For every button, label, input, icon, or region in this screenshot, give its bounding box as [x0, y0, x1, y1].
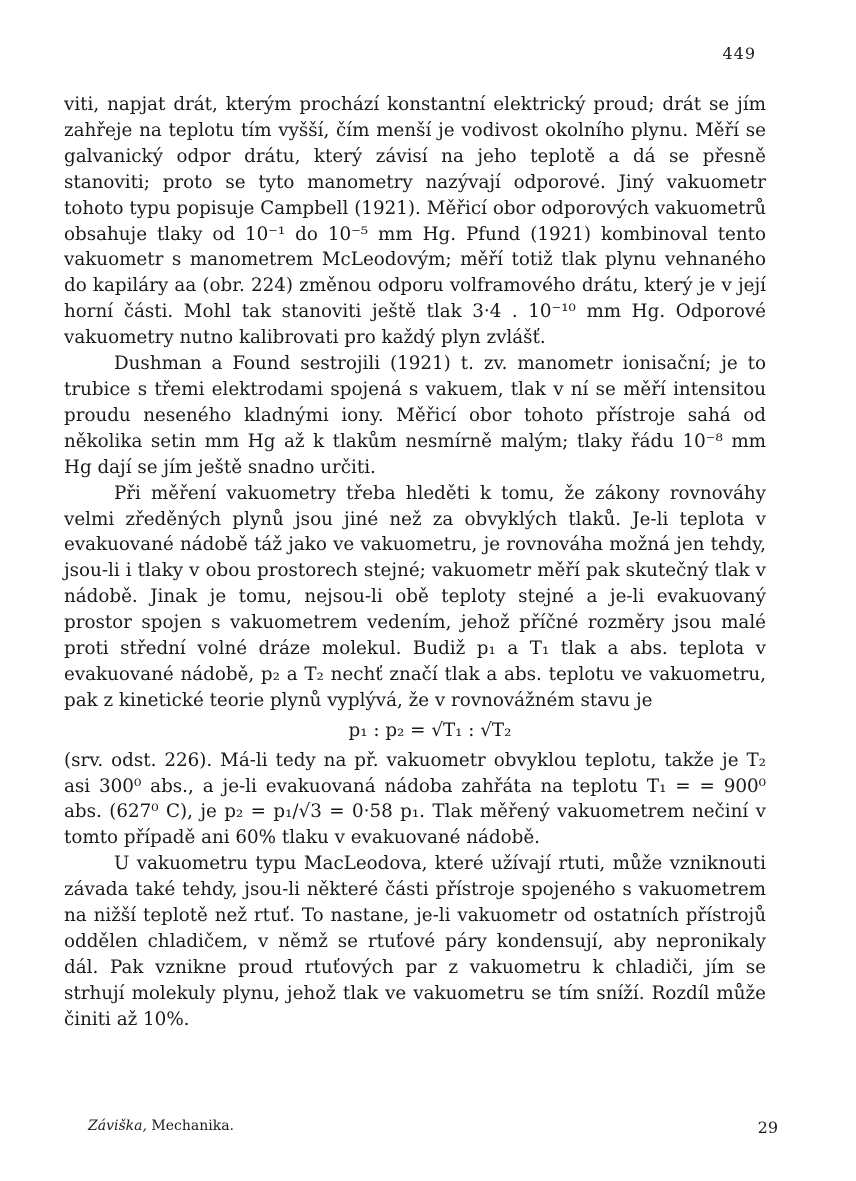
- paragraph: (srv. odst. 226). Má-li tedy na př. vakuometr obvyklou teplotu, takže je T₂ asi 300⁰ abs., a je-li evakuovaná nádoba zahřáta na teplotu T₁ = = 900⁰ abs. (627⁰ C), je p₂ = p₁/√3 = 0·58 p₁. Tlak měřený vakuometrem nečiní v tomto případě ani 60% tlaku v evakuované nádobě.: [64, 749, 766, 849]
- footer-author: Záviška,: [88, 1118, 147, 1134]
- paragraph: Dushman a Found sestrojili (1921) t. zv. manometr ionisační; je to trubice s třemi elektrodami spojená s vakuem, tlak v ní se měří intensitou proudu neseného kladnými iony. Měřicí obor tohoto přístroje sahá od několika setin mm Hg až k tlakům nesmírně malým; tlaky řádu 10⁻⁸ mm Hg dají se jím ještě snadno určiti.: [64, 353, 766, 478]
- paragraph: U vakuometru typu MacLeodova, které užívají rtuti, může vzniknouti závada také tehdy, jsou-li některé části přístroje spojeného s vakuometrem na nižší teplotě než rtuť. To nastane, je-li vakuometr od ostatních přístrojů oddělen chladičem, v němž se rtuťové páry kondensují, aby nepronikaly dál. Pak vznikne proud rtuťových par z vakuometru k chladiči, jím se strhují molekuly plynu, jehož tlak ve vakuometru se tím sníží. Rozdíl může činiti až 10%.: [64, 853, 766, 1030]
- page-number: 449: [722, 44, 756, 63]
- equation: p₁ : p₂ = √T₁ : √T₂: [348, 719, 512, 741]
- footer-sheet-number: 29: [757, 1118, 778, 1137]
- footer: [88, 1118, 778, 1137]
- footer-book: [88, 1118, 234, 1137]
- body-text: [64, 92, 766, 1033]
- paragraph: viti, napjat drát, kterým prochází konstantní elektrický proud; drát se jím zahřeje na teplotu tím vyšší, čím menší je vodivost okolního plynu. Měří se galvanický odpor drátu, který závisí na jeho teplotě a dá se přesně stanoviti; proto se tyto manometry nazývají odporové. Jiný vakuometr tohoto typu popisuje Campbell (1921). Měřicí obor odporových vakuometrů obsahuje tlaky od 10⁻¹ do 10⁻⁵ mm Hg. Pfund (1921) kombinoval tento vakuometr s manometrem McLeodovým; měří totiž tlak plynu vehnaného do kapiláry aa (obr. 224) změnou odporu volframového drátu, který je v její horní části. Mohl tak stanoviti ještě tlak 3·4 . 10⁻¹⁰ mm Hg. Odporové vakuometry nutno kalibrovati pro každý plyn zvlášť.: [64, 94, 766, 349]
- paragraph: Při měření vakuometry třeba hleděti k tomu, že zákony rovnováhy velmi zředěných plynů jsou jiné než za obvyklých tlaků. Je-li teplota v evakuované nádobě táž jako ve vakuometru, je rovnováha možná jen tehdy, jsou-li i tlaky v obou prostorech stejné; vakuometr měří pak skutečný tlak v nádobě. Jinak je tomu, nejsou-li obě teploty stejné a je-li evakuovaný prostor spojen s vakuometrem vedením, jehož příčné rozměry jsou malé proti střední volné dráze molekul. Budiž p₁ a T₁ tlak a abs. teplota v evakuované nádobě, p₂ a T₂ nechť značí tlak a abs. teplotu ve vakuometru, pak z kinetické teorie plynů vyplývá, že v rovnovážném stavu je: [64, 482, 766, 711]
- footer-title: Mechanika.: [151, 1118, 234, 1134]
